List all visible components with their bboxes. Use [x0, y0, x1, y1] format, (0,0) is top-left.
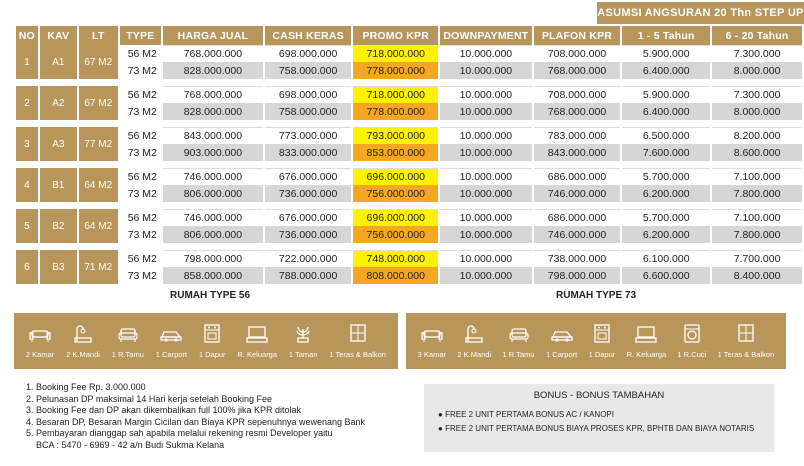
cell-lt: 71 M2 [79, 250, 118, 284]
cell-plafon: 768.000.000 [534, 62, 621, 79]
cell-type: 73 M2 [120, 226, 161, 243]
type-73-facilities [406, 313, 786, 369]
type-56-label: RUMAH TYPE 56 [170, 290, 251, 301]
cell-cash: 758.000.000 [265, 103, 352, 120]
cell-lt: 64 M2 [79, 209, 118, 243]
cell-promo: 718.000.000 [353, 86, 438, 103]
note-item: 5. Pembayaran dianggap sah apabila melalui rekening resmi Developer yaitu [26, 428, 333, 438]
col-promo: PROMO KPR [353, 26, 438, 45]
cell-a2: 7.100.000 [712, 209, 802, 226]
facility-label: 2 K.Mandi [457, 350, 492, 359]
cell-kav: A1 [40, 45, 77, 79]
cell-promo: 718.000.000 [353, 45, 438, 62]
table-row [16, 209, 802, 226]
facility-label: 1 Teras & Balkon [329, 350, 386, 359]
facility-item [678, 323, 707, 359]
col-year-1-5: 1 - 5 Tahun [622, 26, 710, 45]
cell-promo: 756.000.000 [353, 185, 438, 202]
cell-plafon: 738.000.000 [534, 250, 621, 267]
cell-plafon: 686.000.000 [534, 168, 621, 185]
cell-a1: 7.600.000 [622, 144, 710, 161]
cell-a1: 5.700.000 [622, 168, 710, 185]
cell-cash: 833.000.000 [265, 144, 352, 161]
facility-item [329, 323, 386, 359]
note-item: 2. Pelunasan DP maksimal 14 Hari kerja setelah Booking Fee [26, 393, 272, 404]
facility-label: 1 Taman [288, 350, 318, 359]
cell-harga: 828.000.000 [163, 62, 263, 79]
row-gap [16, 161, 802, 168]
table-row [16, 144, 802, 161]
car-icon [551, 323, 573, 350]
facility-label: 1 Dapur [588, 350, 616, 359]
col-harga: HARGA JUAL [163, 26, 263, 45]
cell-cash: 758.000.000 [265, 62, 352, 79]
cell-dp: 10.000.000 [440, 62, 532, 79]
facility-item [237, 323, 277, 359]
cell-a1: 6.400.000 [622, 103, 710, 120]
cell-type: 73 M2 [120, 185, 161, 202]
cell-dp: 10.000.000 [440, 209, 532, 226]
facility-label: 1 Carport [545, 350, 578, 359]
facility-item [156, 323, 187, 359]
cell-type: 56 M2 [127, 211, 157, 224]
type-73-label: RUMAH TYPE 73 [556, 290, 637, 301]
plant-icon [292, 323, 314, 350]
cell-kav: B3 [40, 250, 77, 284]
cell-lt: 77 M2 [79, 127, 118, 161]
cell-promo: 778.000.000 [353, 62, 438, 79]
table-row [16, 103, 802, 120]
note-item: 1. Booking Fee Rp. 3.000.000 [26, 382, 146, 392]
cell-type: 73 M2 [120, 62, 161, 79]
facility-label: 1 Dapur [198, 350, 226, 359]
table-row [16, 45, 802, 62]
facility-label: 1 Teras & Balkon [717, 350, 775, 359]
cell-a1: 6.200.000 [622, 226, 710, 243]
cell-promo: 756.000.000 [353, 226, 438, 243]
col-dp: DOWNPAYMENT [440, 26, 532, 45]
cell-type: 56 M2 [127, 170, 157, 183]
cell-no: 2 [16, 86, 38, 120]
cell-harga: 746.000.000 [163, 168, 263, 185]
cell-a2: 8.200.000 [712, 127, 802, 144]
sofa-icon [29, 323, 51, 350]
cell-cash: 722.000.000 [265, 250, 352, 267]
shower-icon [463, 323, 485, 350]
facility-label: 1 R.Cuci [677, 350, 707, 359]
cell-a2: 7.800.000 [712, 226, 802, 243]
facility-item [627, 323, 667, 359]
facility-item [457, 323, 491, 359]
bonus-item: ● FREE 2 UNIT PERTAMA BONUS AC / KANOPI [438, 410, 614, 419]
gap-cell [16, 161, 802, 168]
col-plafon: PLAFON KPR [534, 26, 621, 45]
cell-plafon: 708.000.000 [534, 86, 621, 103]
table-row [16, 250, 802, 267]
cell-plafon: 783.000.000 [534, 127, 621, 144]
gap-cell [16, 243, 802, 250]
col-kav: KAV [40, 26, 77, 45]
cell-type: 56 M2 [127, 129, 157, 142]
gap-cell [16, 79, 802, 86]
cell-harga: 806.000.000 [163, 226, 263, 243]
cell-a2: 8.000.000 [712, 103, 802, 120]
cell-plafon: 768.000.000 [534, 103, 621, 120]
facility-item [589, 323, 616, 359]
cell-kav: B2 [40, 209, 77, 243]
bank-account: BCA : 5470 - 6969 - 42 a/n Budi Sukma Kelana [36, 439, 225, 450]
table-header [16, 26, 802, 45]
cell-plafon: 746.000.000 [534, 185, 621, 202]
facility-label: 1 Carport [155, 350, 188, 359]
cell-dp: 10.000.000 [440, 144, 532, 161]
col-lt: LT [79, 26, 118, 45]
cell-promo: 696.000.000 [353, 209, 438, 226]
cell-promo: 748.000.000 [353, 250, 438, 267]
cell-promo: 853.000.000 [353, 144, 438, 161]
cell-harga: 806.000.000 [163, 185, 263, 202]
cell-type: 73 M2 [120, 267, 161, 284]
cell-a1: 5.900.000 [622, 86, 710, 103]
facility-item [503, 323, 535, 359]
cell-cash: 736.000.000 [265, 185, 352, 202]
type-56-facilities [14, 313, 398, 369]
washer-icon [681, 323, 703, 350]
installment-banner: ASUMSI ANGSURAN 20 Thn STEP UP [597, 2, 804, 24]
cell-cash: 698.000.000 [265, 45, 352, 62]
table-row [16, 168, 802, 185]
cell-harga: 828.000.000 [163, 103, 263, 120]
row-gap [16, 243, 802, 250]
cell-a1: 6.600.000 [622, 267, 710, 284]
row-gap [16, 79, 802, 86]
cell-cash: 676.000.000 [265, 209, 352, 226]
col-cash: CASH KERAS [265, 26, 352, 45]
bonus-title: BONUS - BONUS TAMBAHAN [533, 390, 665, 401]
facility-item [718, 323, 775, 359]
cell-dp: 10.000.000 [440, 103, 532, 120]
cell-plafon: 686.000.000 [534, 209, 621, 226]
facility-item [66, 323, 100, 359]
facility-item [289, 323, 318, 359]
cell-kav: B1 [40, 168, 77, 202]
facility-label: 3 Kamar [417, 350, 447, 359]
cell-harga: 858.000.000 [163, 267, 263, 284]
bonus-box [424, 384, 774, 452]
row-gap [16, 202, 802, 209]
cell-lt: 67 M2 [79, 86, 118, 120]
price-table [14, 26, 804, 284]
cell-dp: 10.000.000 [440, 168, 532, 185]
cell-a2: 7.300.000 [712, 45, 802, 62]
cell-a2: 8.400.000 [712, 267, 802, 284]
cell-dp: 10.000.000 [440, 127, 532, 144]
cell-kav: A2 [40, 86, 77, 120]
cell-harga: 768.000.000 [163, 86, 263, 103]
cell-a1: 6.200.000 [622, 185, 710, 202]
cell-cash: 773.000.000 [265, 127, 352, 144]
facility-label: R. Keluarga [237, 350, 278, 359]
table-row [16, 62, 802, 79]
cell-promo: 696.000.000 [353, 168, 438, 185]
cell-promo: 808.000.000 [353, 267, 438, 284]
bonus-item-text: FREE 2 UNIT PERTAMA BONUS BIAYA PROSES KPR, BPHTB DAN BIAYA NOTARIS [445, 424, 755, 433]
kitchen-icon [591, 323, 613, 350]
cell-lt: 64 M2 [79, 168, 118, 202]
facility-item [546, 323, 577, 359]
note-item: 4. Besaran DP, Besaran Margin Cicilan dan Biaya KPR sepenuhnya wewenang Bank [26, 416, 366, 427]
cell-dp: 10.000.000 [440, 226, 532, 243]
gap-cell [16, 120, 802, 127]
cell-no: 1 [16, 45, 38, 79]
cell-a2: 8.000.000 [712, 62, 802, 79]
cell-harga: 768.000.000 [163, 45, 263, 62]
tv-icon [246, 323, 268, 350]
cell-harga: 843.000.000 [163, 127, 263, 144]
cell-a1: 5.700.000 [622, 209, 710, 226]
cell-dp: 10.000.000 [440, 185, 532, 202]
cell-cash: 788.000.000 [265, 267, 352, 284]
cell-harga: 798.000.000 [163, 250, 263, 267]
bonus-item: ● FREE 2 UNIT PERTAMA BONUS BIAYA PROSES KPR, BPHTB DAN BIAYA NOTARIS [438, 424, 755, 433]
cell-dp: 10.000.000 [440, 267, 532, 284]
cell-dp: 10.000.000 [440, 45, 532, 62]
cell-cash: 736.000.000 [265, 226, 352, 243]
cell-a1: 6.400.000 [622, 62, 710, 79]
cell-cash: 676.000.000 [265, 168, 352, 185]
tv-icon [635, 323, 657, 350]
cell-plafon: 843.000.000 [534, 144, 621, 161]
row-gap [16, 120, 802, 127]
cell-no: 3 [16, 127, 38, 161]
sofa-icon [421, 323, 443, 350]
cell-lt: 67 M2 [79, 45, 118, 79]
cell-a2: 7.300.000 [712, 86, 802, 103]
table-row [16, 86, 802, 103]
cell-plafon: 798.000.000 [534, 267, 621, 284]
cell-plafon: 708.000.000 [534, 45, 621, 62]
cell-harga: 746.000.000 [163, 209, 263, 226]
facility-label: 1 R.Tamu [111, 350, 144, 359]
terms-notes [26, 382, 365, 451]
gap-cell [16, 202, 802, 209]
facility-item [418, 323, 446, 359]
cell-type: 56 M2 [127, 252, 157, 265]
cell-type: 73 M2 [120, 103, 161, 120]
cell-promo: 778.000.000 [353, 103, 438, 120]
table-row [16, 267, 802, 284]
cell-dp: 10.000.000 [440, 86, 532, 103]
cell-a2: 7.800.000 [712, 185, 802, 202]
table-row [16, 127, 802, 144]
cell-dp: 10.000.000 [440, 250, 532, 267]
facility-label: R. Keluarga [626, 350, 667, 359]
cell-a2: 7.100.000 [712, 168, 802, 185]
facility-label: 2 K.Mandi [66, 350, 100, 359]
armchair-icon [508, 323, 530, 350]
cell-no: 5 [16, 209, 38, 243]
cell-a1: 5.900.000 [622, 45, 710, 62]
facility-item [26, 323, 54, 359]
col-no: NO [16, 26, 38, 45]
col-type: TYPE [120, 26, 161, 45]
cell-no: 6 [16, 250, 38, 284]
armchair-icon [117, 323, 139, 350]
cell-harga: 903.000.000 [163, 144, 263, 161]
cell-type: 73 M2 [120, 144, 161, 161]
bonus-item-text: FREE 2 UNIT PERTAMA BONUS AC / KANOPI [445, 410, 614, 419]
facility-label: 1 R.Tamu [502, 350, 535, 359]
facility-item [112, 323, 144, 359]
cell-plafon: 746.000.000 [534, 226, 621, 243]
cell-a2: 7.700.000 [712, 250, 802, 267]
note-item: 3. Booking Fee dan DP akan dikembalikan full 100% jika KPR ditolak [26, 405, 301, 415]
table-row [16, 185, 802, 202]
cell-a2: 8.600.000 [712, 144, 802, 161]
shower-icon [72, 323, 94, 350]
cell-promo: 793.000.000 [353, 127, 438, 144]
window-icon [735, 323, 757, 350]
col-year-6-20: 6 - 20 Tahun [712, 26, 802, 45]
window-icon [347, 323, 369, 350]
facility-label: 2 Kamar [25, 350, 55, 359]
cell-a1: 6.500.000 [622, 127, 710, 144]
cell-type: 56 M2 [127, 88, 157, 101]
cell-type: 56 M2 [127, 47, 157, 60]
kitchen-icon [201, 323, 223, 350]
table-row [16, 226, 802, 243]
cell-a1: 6.100.000 [622, 250, 710, 267]
cell-no: 4 [16, 168, 38, 202]
facility-item [199, 323, 226, 359]
car-icon [160, 323, 182, 350]
cell-cash: 698.000.000 [265, 86, 352, 103]
cell-kav: A3 [40, 127, 77, 161]
